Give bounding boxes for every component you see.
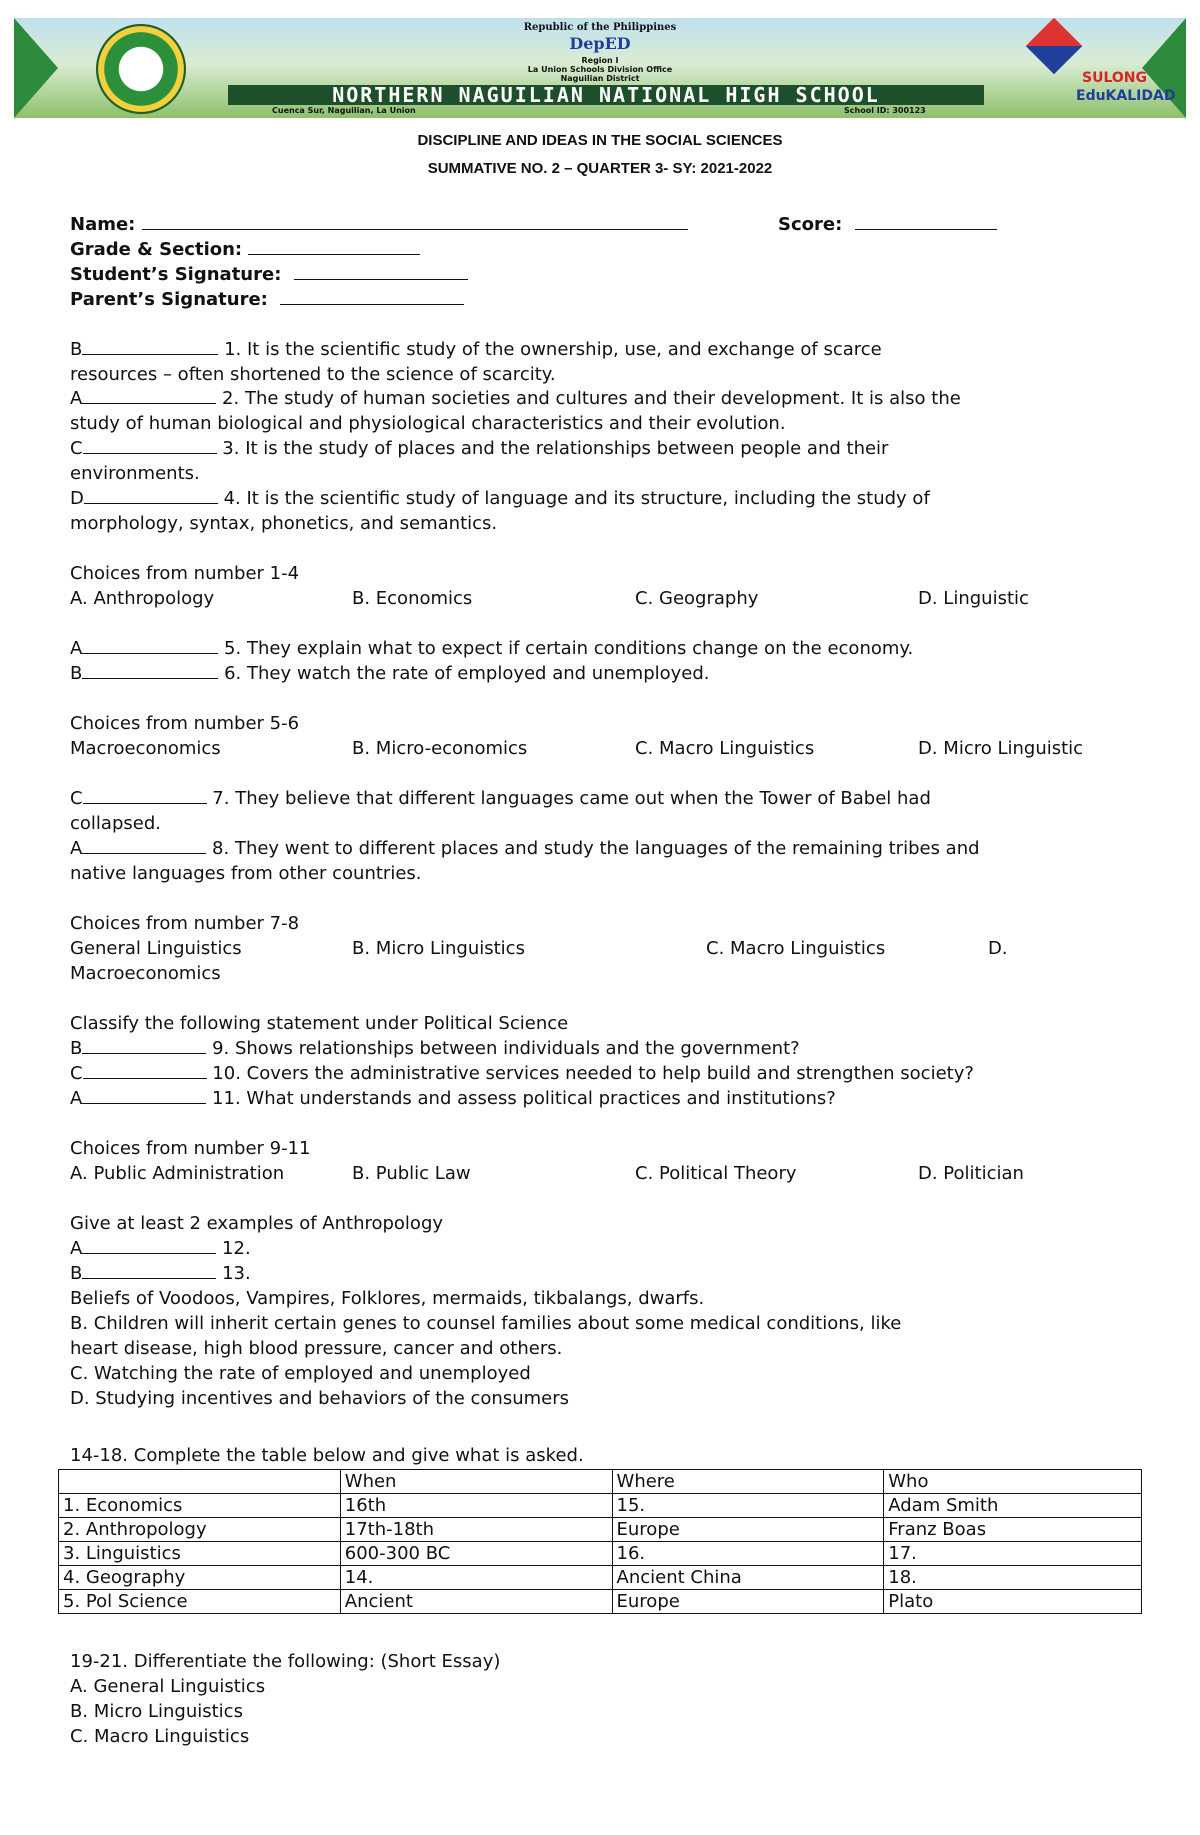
table-cell: 15. — [612, 1494, 884, 1518]
school-address: Cuenca Sur, Naguilian, La Union — [272, 106, 416, 115]
anthro-option-c: C. Watching the rate of employed and unemployed — [70, 1363, 531, 1384]
essay-item: A. General Linguistics — [70, 1676, 266, 1697]
table-cell: Europe — [612, 1518, 884, 1542]
table-cell: 2. Anthropology — [59, 1518, 341, 1542]
table-row — [59, 1494, 1142, 1518]
choice-a: A. Public Administration — [70, 1163, 285, 1184]
name-field — [70, 212, 688, 237]
essay-item: B. Micro Linguistics — [70, 1701, 243, 1722]
answer-5: A — [70, 638, 83, 659]
anthro-option-b-cont: heart disease, high blood pressure, cancer and others. — [70, 1338, 563, 1359]
choice-d: D. — [988, 938, 1008, 959]
answer-blank — [82, 636, 218, 654]
question-11 — [70, 1086, 836, 1111]
table-cell: Ancient — [340, 1590, 612, 1614]
question-text: 10. Covers the administrative services needed to help build and strengthen society? — [206, 1063, 974, 1084]
question-9 — [70, 1036, 800, 1061]
answer-8: A — [70, 838, 83, 859]
essay-instruction: 19-21. Differentiate the following: (Short Essay) — [70, 1651, 501, 1672]
anthropology-instruction: Give at least 2 examples of Anthropology — [70, 1213, 444, 1234]
score-blank[interactable] — [855, 212, 997, 230]
question-text: 6. They watch the rate of employed and unemployed. — [218, 663, 710, 684]
choice-c: C. Macro Linguistics — [706, 938, 886, 959]
answer-7: C — [70, 788, 83, 809]
question-1 — [70, 337, 882, 362]
table-cell: 1. Economics — [59, 1494, 341, 1518]
answer-12: A — [70, 1238, 83, 1259]
table-header: When — [340, 1470, 612, 1494]
table-row — [59, 1518, 1142, 1542]
score-label: Score: — [778, 214, 843, 235]
answer-blank — [82, 337, 218, 355]
answer-blank — [82, 1036, 206, 1054]
table-cell: 600-300 BC — [340, 1542, 612, 1566]
question-2-cont: study of human biological and physiological characteristics and their evolution. — [70, 413, 786, 434]
question-text: 12. — [216, 1238, 251, 1259]
answer-10: C — [70, 1063, 83, 1084]
table-cell: 16th — [340, 1494, 612, 1518]
question-text: 3. It is the study of places and the relationships between people and their — [216, 438, 889, 459]
history-table — [58, 1469, 1142, 1614]
table-cell: 18. — [884, 1566, 1142, 1590]
answer-blank — [82, 386, 216, 404]
answer-blank — [83, 436, 217, 454]
table-header-row — [59, 1470, 1142, 1494]
grade-label: Grade & Section: — [70, 239, 243, 260]
answer-blank — [82, 661, 218, 679]
parent-signature-label: Parent’s Signature: — [70, 289, 268, 310]
table-cell: 5. Pol Science — [59, 1590, 341, 1614]
answer-blank — [83, 786, 207, 804]
question-3-cont: environments. — [70, 463, 200, 484]
answer-blank — [83, 1061, 207, 1079]
name-label: Name: — [70, 214, 136, 235]
division-line: La Union Schools Division Office — [527, 65, 673, 74]
question-text: 2. The study of human societies and cultures and their development. It is also the — [216, 388, 961, 409]
table-instruction: 14-18. Complete the table below and give what is asked. — [70, 1445, 584, 1466]
choice-b: B. Micro Linguistics — [352, 938, 525, 959]
question-12 — [70, 1236, 251, 1261]
question-text: 11. What understands and assess political practices and institutions? — [206, 1088, 836, 1109]
question-8-cont: native languages from other countries. — [70, 863, 422, 884]
answer-3: C — [70, 438, 83, 459]
question-3 — [70, 436, 888, 461]
table-cell: 14. — [340, 1566, 612, 1590]
choice-c: C. Macro Linguistics — [635, 738, 815, 759]
question-5 — [70, 636, 913, 661]
answer-blank — [82, 836, 206, 854]
choice-d-cont: Macroeconomics — [70, 963, 221, 984]
table-cell: 3. Linguistics — [59, 1542, 341, 1566]
name-blank[interactable] — [142, 212, 688, 230]
question-1-cont: resources – often shortened to the science of scarcity. — [70, 364, 556, 385]
question-7-cont: collapsed. — [70, 813, 161, 834]
choice-d: D. Micro Linguistic — [918, 738, 1084, 759]
question-text: 8. They went to different places and study the languages of the remaining tribes and — [206, 838, 980, 859]
question-4 — [70, 486, 930, 511]
republic-label: Republic of the Philippines — [523, 22, 677, 33]
school-id: School ID: 300123 — [844, 106, 926, 115]
table-cell: Ancient China — [612, 1566, 884, 1590]
answer-1: B — [70, 339, 83, 360]
table-header: Who — [884, 1470, 1142, 1494]
answer-9: B — [70, 1038, 83, 1059]
choice-b: B. Micro-economics — [352, 738, 528, 759]
choice-b: B. Public Law — [352, 1163, 471, 1184]
answer-blank — [82, 1086, 206, 1104]
choice-d: D. Linguistic — [918, 588, 1029, 609]
choice-d: D. Politician — [918, 1163, 1024, 1184]
school-name: NORTHERN NAGUILIAN NATIONAL HIGH SCHOOL — [332, 83, 880, 107]
answer-6: B — [70, 663, 83, 684]
choices-label: Choices from number 7-8 — [70, 913, 300, 934]
question-text: 1. It is the scientific study of the ownership, use, and exchange of scarce — [218, 339, 882, 360]
parent-signature-field — [70, 287, 464, 312]
classify-instruction: Classify the following statement under Political Science — [70, 1013, 569, 1034]
student-signature-field — [70, 262, 468, 287]
table-row — [59, 1542, 1142, 1566]
table-cell: 17th-18th — [340, 1518, 612, 1542]
score-field — [778, 212, 997, 237]
choices-label: Choices from number 9-11 — [70, 1138, 311, 1159]
choice-c: C. Political Theory — [635, 1163, 797, 1184]
anthro-option-a: Beliefs of Voodoos, Vampires, Folklores, mermaids, tikbalangs, dwarfs. — [70, 1288, 705, 1309]
edukalidad-text: EduKALIDAD — [1076, 88, 1176, 104]
table-cell: Plato — [884, 1590, 1142, 1614]
parent-signature-blank[interactable] — [280, 287, 464, 305]
question-8 — [70, 836, 980, 861]
table-row — [59, 1566, 1142, 1590]
choice-a: Macroeconomics — [70, 738, 221, 759]
answer-2: A — [70, 388, 83, 409]
answer-13: B — [70, 1263, 83, 1284]
table-cell: Europe — [612, 1590, 884, 1614]
answer-blank — [82, 1261, 216, 1279]
table-cell: 16. — [612, 1542, 884, 1566]
choice-c: C. Geography — [635, 588, 759, 609]
student-signature-label: Student’s Signature: — [70, 264, 282, 285]
question-13 — [70, 1261, 251, 1286]
question-text: 5. They explain what to expect if certain conditions change on the economy. — [218, 638, 914, 659]
question-text: 9. Shows relationships between individuals and the government? — [206, 1038, 800, 1059]
question-2 — [70, 386, 961, 411]
anthro-option-b: B. Children will inherit certain genes to counsel families about some medical conditions, like — [70, 1313, 902, 1334]
anthro-option-d: D. Studying incentives and behaviors of the consumers — [70, 1388, 570, 1409]
answer-blank — [82, 1236, 216, 1254]
sulong-text: SULONG — [1082, 70, 1147, 86]
table-header — [59, 1470, 341, 1494]
table-row — [59, 1590, 1142, 1614]
region-block — [14, 56, 1186, 83]
document-title: DISCIPLINE AND IDEAS IN THE SOCIAL SCIENCES — [417, 132, 783, 149]
kite-icon — [1026, 18, 1083, 74]
choice-a: A. Anthropology — [70, 588, 215, 609]
table-cell: 4. Geography — [59, 1566, 341, 1590]
choices-label: Choices from number 5-6 — [70, 713, 300, 734]
table-header: Where — [612, 1470, 884, 1494]
essay-item: C. Macro Linguistics — [70, 1726, 250, 1747]
question-10 — [70, 1061, 974, 1086]
region-line: Region I — [581, 56, 619, 65]
grade-blank[interactable] — [248, 237, 420, 255]
header-banner — [14, 18, 1186, 118]
table-cell: 17. — [884, 1542, 1142, 1566]
question-text: 7. They believe that different languages came out when the Tower of Babel had — [206, 788, 931, 809]
question-text: 13. — [216, 1263, 251, 1284]
sulong-edukalidad-logo — [1014, 26, 1176, 108]
question-6 — [70, 661, 710, 686]
answer-4: D — [70, 488, 84, 509]
table-cell: Adam Smith — [884, 1494, 1142, 1518]
grade-field — [70, 237, 420, 262]
answer-blank — [84, 486, 218, 504]
question-7 — [70, 786, 931, 811]
question-4-cont: morphology, syntax, phonetics, and semantics. — [70, 513, 498, 534]
deped-logo: DepED — [569, 34, 631, 53]
answer-11: A — [70, 1088, 83, 1109]
choice-b: B. Economics — [352, 588, 473, 609]
choices-label: Choices from number 1-4 — [70, 563, 300, 584]
choice-a: General Linguistics — [70, 938, 242, 959]
document-subtitle: SUMMATIVE NO. 2 – QUARTER 3- SY: 2021-2022 — [427, 160, 773, 177]
table-cell: Franz Boas — [884, 1518, 1142, 1542]
district-line: Naguilian District — [560, 74, 640, 83]
question-text: 4. It is the scientific study of language and its structure, including the study of — [217, 488, 930, 509]
student-signature-blank[interactable] — [294, 262, 468, 280]
